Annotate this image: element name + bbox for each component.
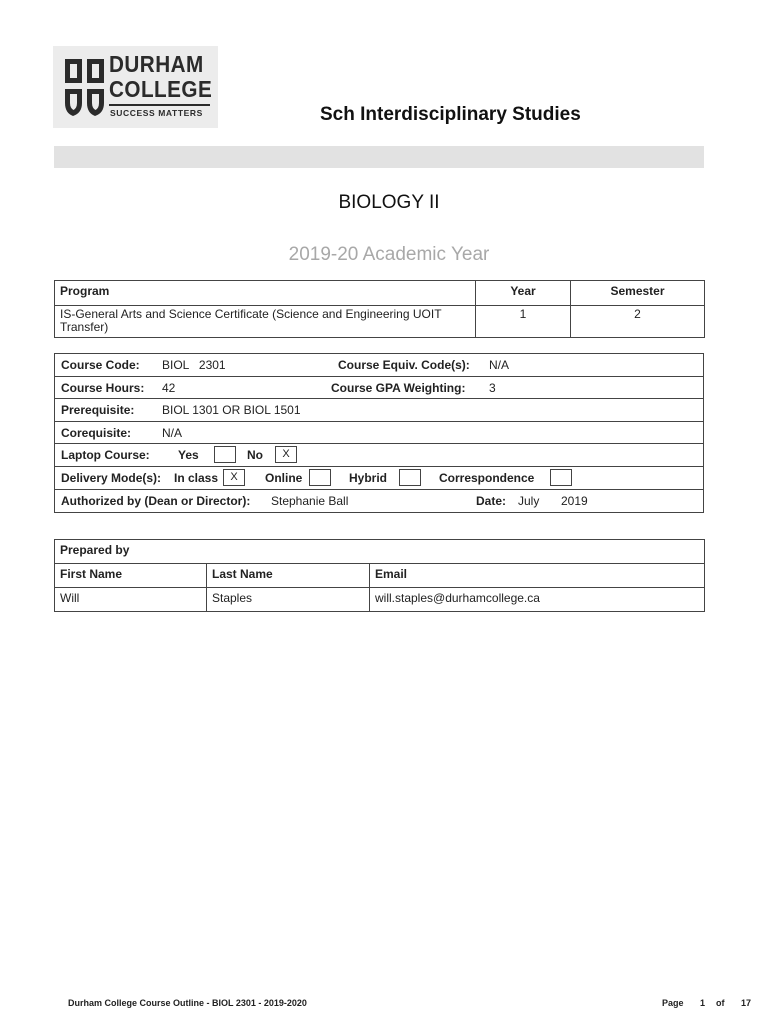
date-year: 2019 [561,493,588,508]
prerequisite-label: Prerequisite: [61,403,135,418]
table-row [55,588,705,612]
first-name-header: First Name [55,564,207,588]
laptop-no-checkbox[interactable]: X [275,446,297,463]
prepared-by-title: Prepared by [55,540,705,564]
last-name-value: Staples [207,588,370,612]
corequisite-value: N/A [162,425,183,440]
table-row [55,306,705,338]
program-table-header [55,281,705,306]
prepared-by-table [54,539,705,612]
course-hours-row [55,377,703,400]
laptop-course-label: Laptop Course: [61,448,150,463]
authorized-by-value: Stephanie Ball [271,493,349,508]
course-code-row [55,354,703,377]
prepared-by-header-row [55,564,705,588]
in-class-checkbox[interactable]: X [223,469,245,486]
year-header: Year [476,281,571,306]
academic-year: 2019-20 Academic Year [288,244,490,265]
online-checkbox[interactable] [309,469,331,486]
course-equiv-label: Course Equiv. Code(s): [338,358,470,372]
semester-value: 2 [571,306,705,338]
logo-divider [109,104,210,106]
footer-page-number: Page 1 of 17 [662,998,752,1008]
authorized-by-row [55,490,703,513]
course-code-label: Course Code: [61,358,140,372]
prerequisite-value: BIOL 1301 OR BIOL 1501 [162,403,301,418]
logo-word-college: COLLEGE [109,76,213,102]
course-code-value: BIOL 2301 [162,358,226,372]
gpa-weighting-value: 3 [489,380,496,395]
footer-course-outline: Durham College Course Outline - BIOL 2301 - 2019-2020 [68,998,307,1008]
correspondence-label: Correspondence [439,470,535,485]
delivery-mode-label: Delivery Mode(s): [61,470,162,485]
date-label: Date: [476,493,507,508]
hybrid-checkbox[interactable] [399,469,421,486]
last-name-header: Last Name [207,564,370,588]
program-value: IS-General Arts and Science Certificate (Science and Engineering UOIT Transfer) [55,306,476,338]
prepared-by-title-row [55,540,705,564]
first-name-value: Will [55,588,207,612]
laptop-course-row [55,444,703,467]
semester-header: Semester [571,281,705,306]
prerequisite-row [55,399,703,422]
logo-tagline: SUCCESS MATTERS [110,108,203,118]
course-hours-value: 42 [162,380,176,395]
laptop-yes-checkbox[interactable] [214,446,236,463]
online-label: Online [265,470,303,485]
school-name: Sch Interdisciplinary Studies [320,104,581,125]
corequisite-row [55,422,703,445]
course-title: BIOLOGY II [338,192,440,213]
course-info-table [54,353,704,513]
delivery-mode-row [55,467,703,490]
date-month: July [518,493,540,508]
logo-word-durham: DURHAM [109,51,204,77]
in-class-label: In class [174,470,219,485]
laptop-yes-label: Yes [178,448,199,463]
correspondence-checkbox[interactable] [550,469,572,486]
authorized-by-label: Authorized by (Dean or Director): [61,493,251,508]
hybrid-label: Hybrid [349,470,388,485]
course-hours-label: Course Hours: [61,380,145,395]
email-value: will.staples@durhamcollege.ca [370,588,705,612]
course-equiv-value: N/A [489,358,510,372]
year-value: 1 [476,306,571,338]
gpa-weighting-label: Course GPA Weighting: [331,380,466,395]
program-header: Program [55,281,476,306]
header-divider-bar [54,146,704,168]
corequisite-label: Corequisite: [61,425,132,440]
program-table [54,280,705,338]
email-header: Email [370,564,705,588]
durham-college-logo [53,46,218,128]
laptop-no-label: No [247,448,263,463]
durham-college-emblem-icon [63,56,107,118]
